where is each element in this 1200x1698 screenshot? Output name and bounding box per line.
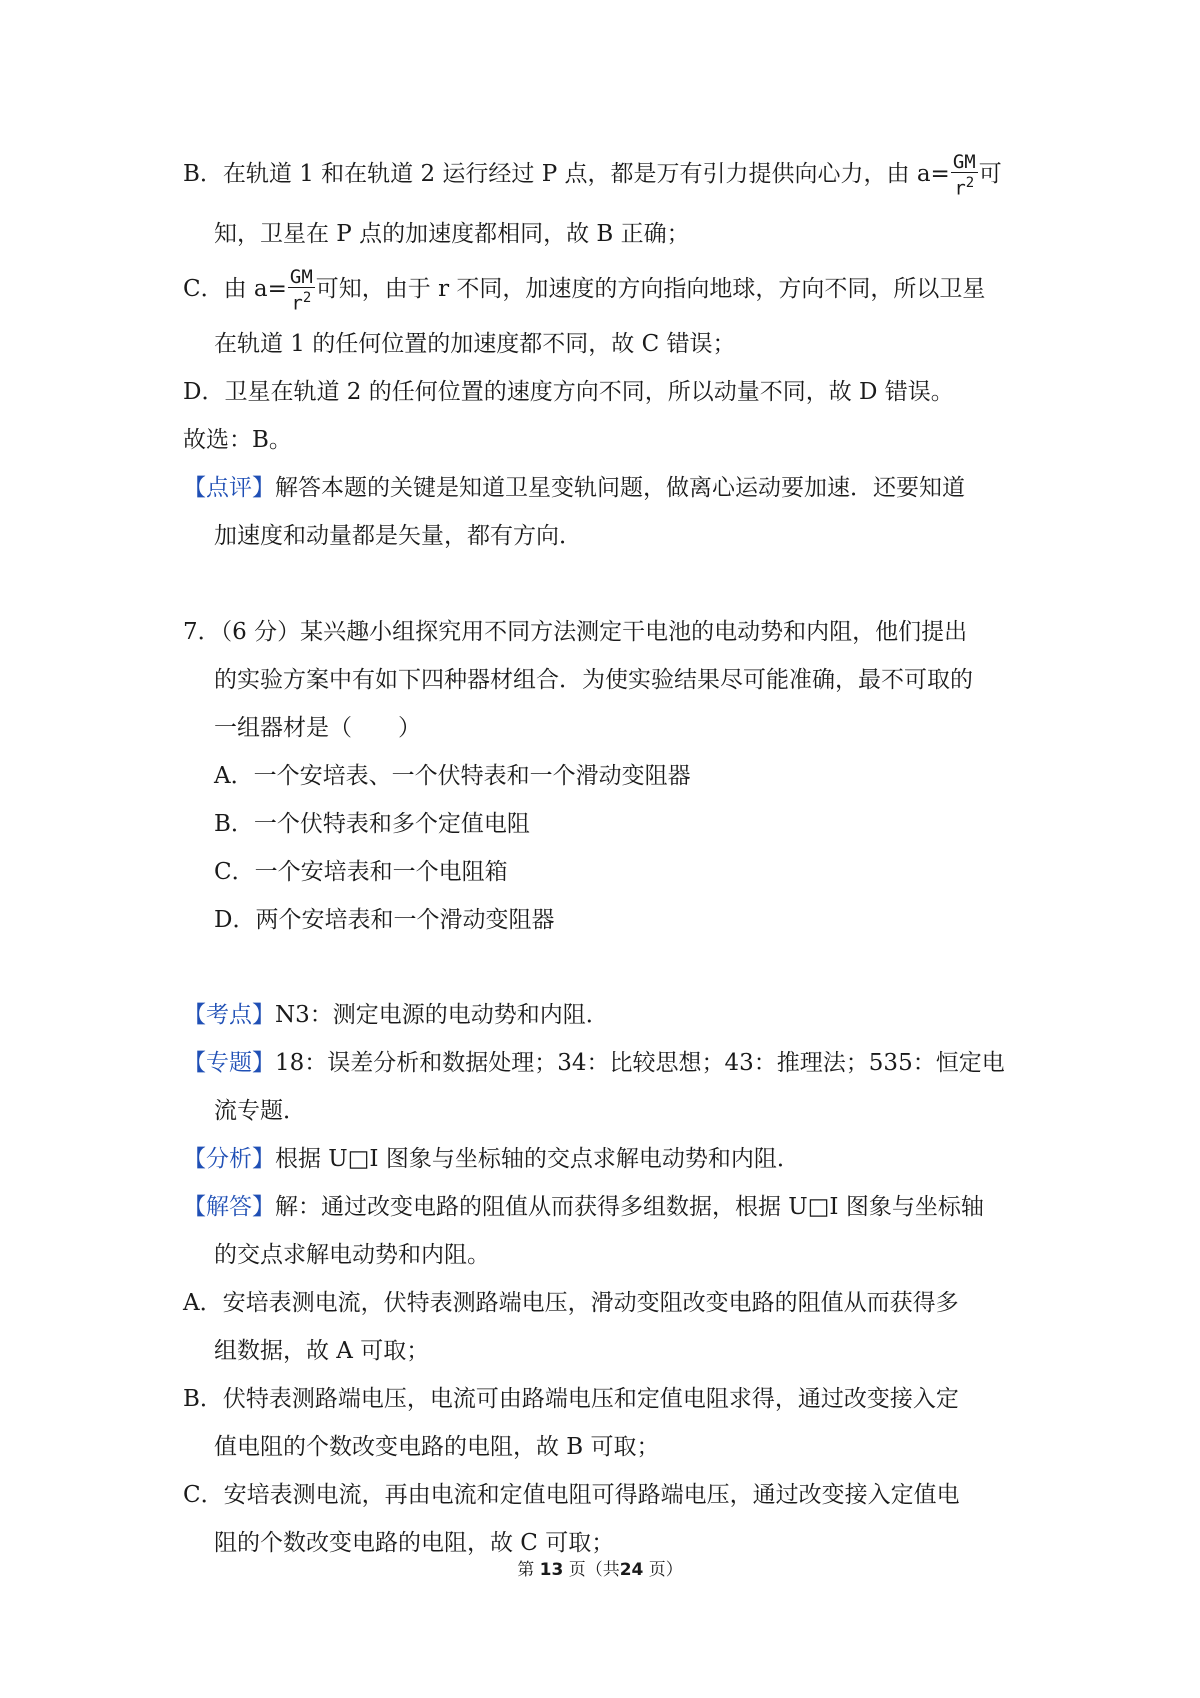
q7-explanation-b-line2: 值电阻的个数改变电路的电阻，故 B 可取；: [214, 1434, 660, 1460]
q7-jieda-line1: [183, 1192, 1023, 1222]
page-number: 13: [539, 1560, 564, 1580]
text: 可: [978, 161, 1002, 188]
q7-zhuanti-line2: 流专题．: [214, 1098, 306, 1124]
q7-jieda-line2: 的交点求解电动势和内阻。: [214, 1242, 490, 1268]
text: 第: [517, 1560, 535, 1580]
text: B．在轨道 1 和在轨道 2 运行经过 P 点，都是万有引力提供向心力，由 a=: [183, 161, 950, 188]
page-footer: [0, 1555, 1200, 1580]
q6-explanation-b-line2: 知，卫星在 P 点的加速度都相同，故 B 正确；: [214, 221, 690, 247]
formula-denominator: r: [291, 292, 303, 315]
q6-explanation-c-line1: [183, 267, 1023, 313]
q7-option-a: A．一个安培表、一个伏特表和一个滑动变阻器: [214, 763, 691, 789]
text: 18：误差分析和数据处理；34：比较思想；43：推理法；535：恒定电: [275, 1050, 1005, 1076]
zhuanti-tag: 【专题】: [183, 1050, 275, 1076]
formula-exponent: 2: [965, 175, 975, 191]
q7-explanation-c-line1: C．安培表测电流，再由电流和定值电阻可得路端电压，通过改变接入定值电: [183, 1482, 960, 1508]
q7-option-d: D．两个安培表和一个滑动变阻器: [214, 907, 555, 933]
page-total: 24: [619, 1560, 644, 1580]
text: 解答本题的关键是知道卫星变轨问题，做离心运动要加速．还要知道: [275, 475, 965, 501]
formula-numerator: GM: [952, 151, 976, 173]
formula-denominator: r: [954, 177, 966, 200]
q6-explanation-b-line1: [183, 152, 1023, 198]
formula-exponent: 2: [302, 290, 312, 306]
text: 页（共: [568, 1560, 620, 1580]
q7-stem-line1: 7．（6 分）某兴趣小组探究用不同方法测定干电池的电动势和内阻，他们提出: [183, 619, 968, 645]
text: 可知，由于 r 不同，加速度的方向指向地球，方向不同，所以卫星: [315, 276, 986, 303]
review-tag: 【点评】: [183, 475, 275, 501]
q6-answer: 故选：B。: [183, 427, 292, 453]
formula-gm-over-r2: [288, 267, 315, 313]
text: 页）: [648, 1560, 683, 1580]
q7-option-c: C．一个安培表和一个电阻箱: [214, 859, 508, 885]
kaodian-tag: 【考点】: [183, 1002, 275, 1028]
text: N3：测定电源的电动势和内阻．: [275, 1002, 609, 1028]
jieda-tag: 【解答】: [183, 1194, 275, 1220]
formula-gm-over-r2: [951, 152, 978, 198]
formula-numerator: GM: [289, 266, 313, 288]
text: 根据 U□I 图象与坐标轴的交点求解电动势和内阻．: [275, 1146, 800, 1172]
q7-explanation-a-line2: 组数据，故 A 可取；: [214, 1338, 430, 1364]
q6-review-line2: 加速度和动量都是矢量，都有方向．: [214, 523, 582, 549]
q6-explanation-c-line2: 在轨道 1 的任何位置的加速度都不同，故 C 错误；: [214, 331, 736, 357]
text: 解：通过改变电路的阻值从而获得多组数据，根据 U□I 图象与坐标轴: [275, 1194, 984, 1220]
q7-zhuanti-line1: [183, 1048, 1023, 1078]
q6-explanation-d: D．卫星在轨道 2 的任何位置的速度方向不同，所以动量不同，故 D 错误。: [183, 379, 954, 405]
q7-fenxi: [183, 1144, 1023, 1174]
q7-option-b: B．一个伏特表和多个定值电阻: [214, 811, 530, 837]
q7-explanation-c-line2: 阻的个数改变电路的电阻，故 C 可取；: [214, 1530, 615, 1556]
q7-explanation-b-line1: B．伏特表测路端电压，电流可由路端电压和定值电阻求得，通过改变接入定: [183, 1386, 959, 1412]
q7-explanation-a-line1: A．安培表测电流，伏特表测路端电压，滑动变阻改变电路的阻值从而获得多: [183, 1290, 959, 1316]
q6-review-line1: [183, 473, 1023, 503]
q7-stem-line3: 一组器材是（ ）: [214, 715, 421, 741]
fenxi-tag: 【分析】: [183, 1146, 275, 1172]
q7-kaodian: [183, 1000, 1023, 1030]
q7-stem-line2: 的实验方案中有如下四种器材组合．为使实验结果尽可能准确，最不可取的: [214, 667, 973, 693]
text: C．由 a=: [183, 276, 287, 303]
